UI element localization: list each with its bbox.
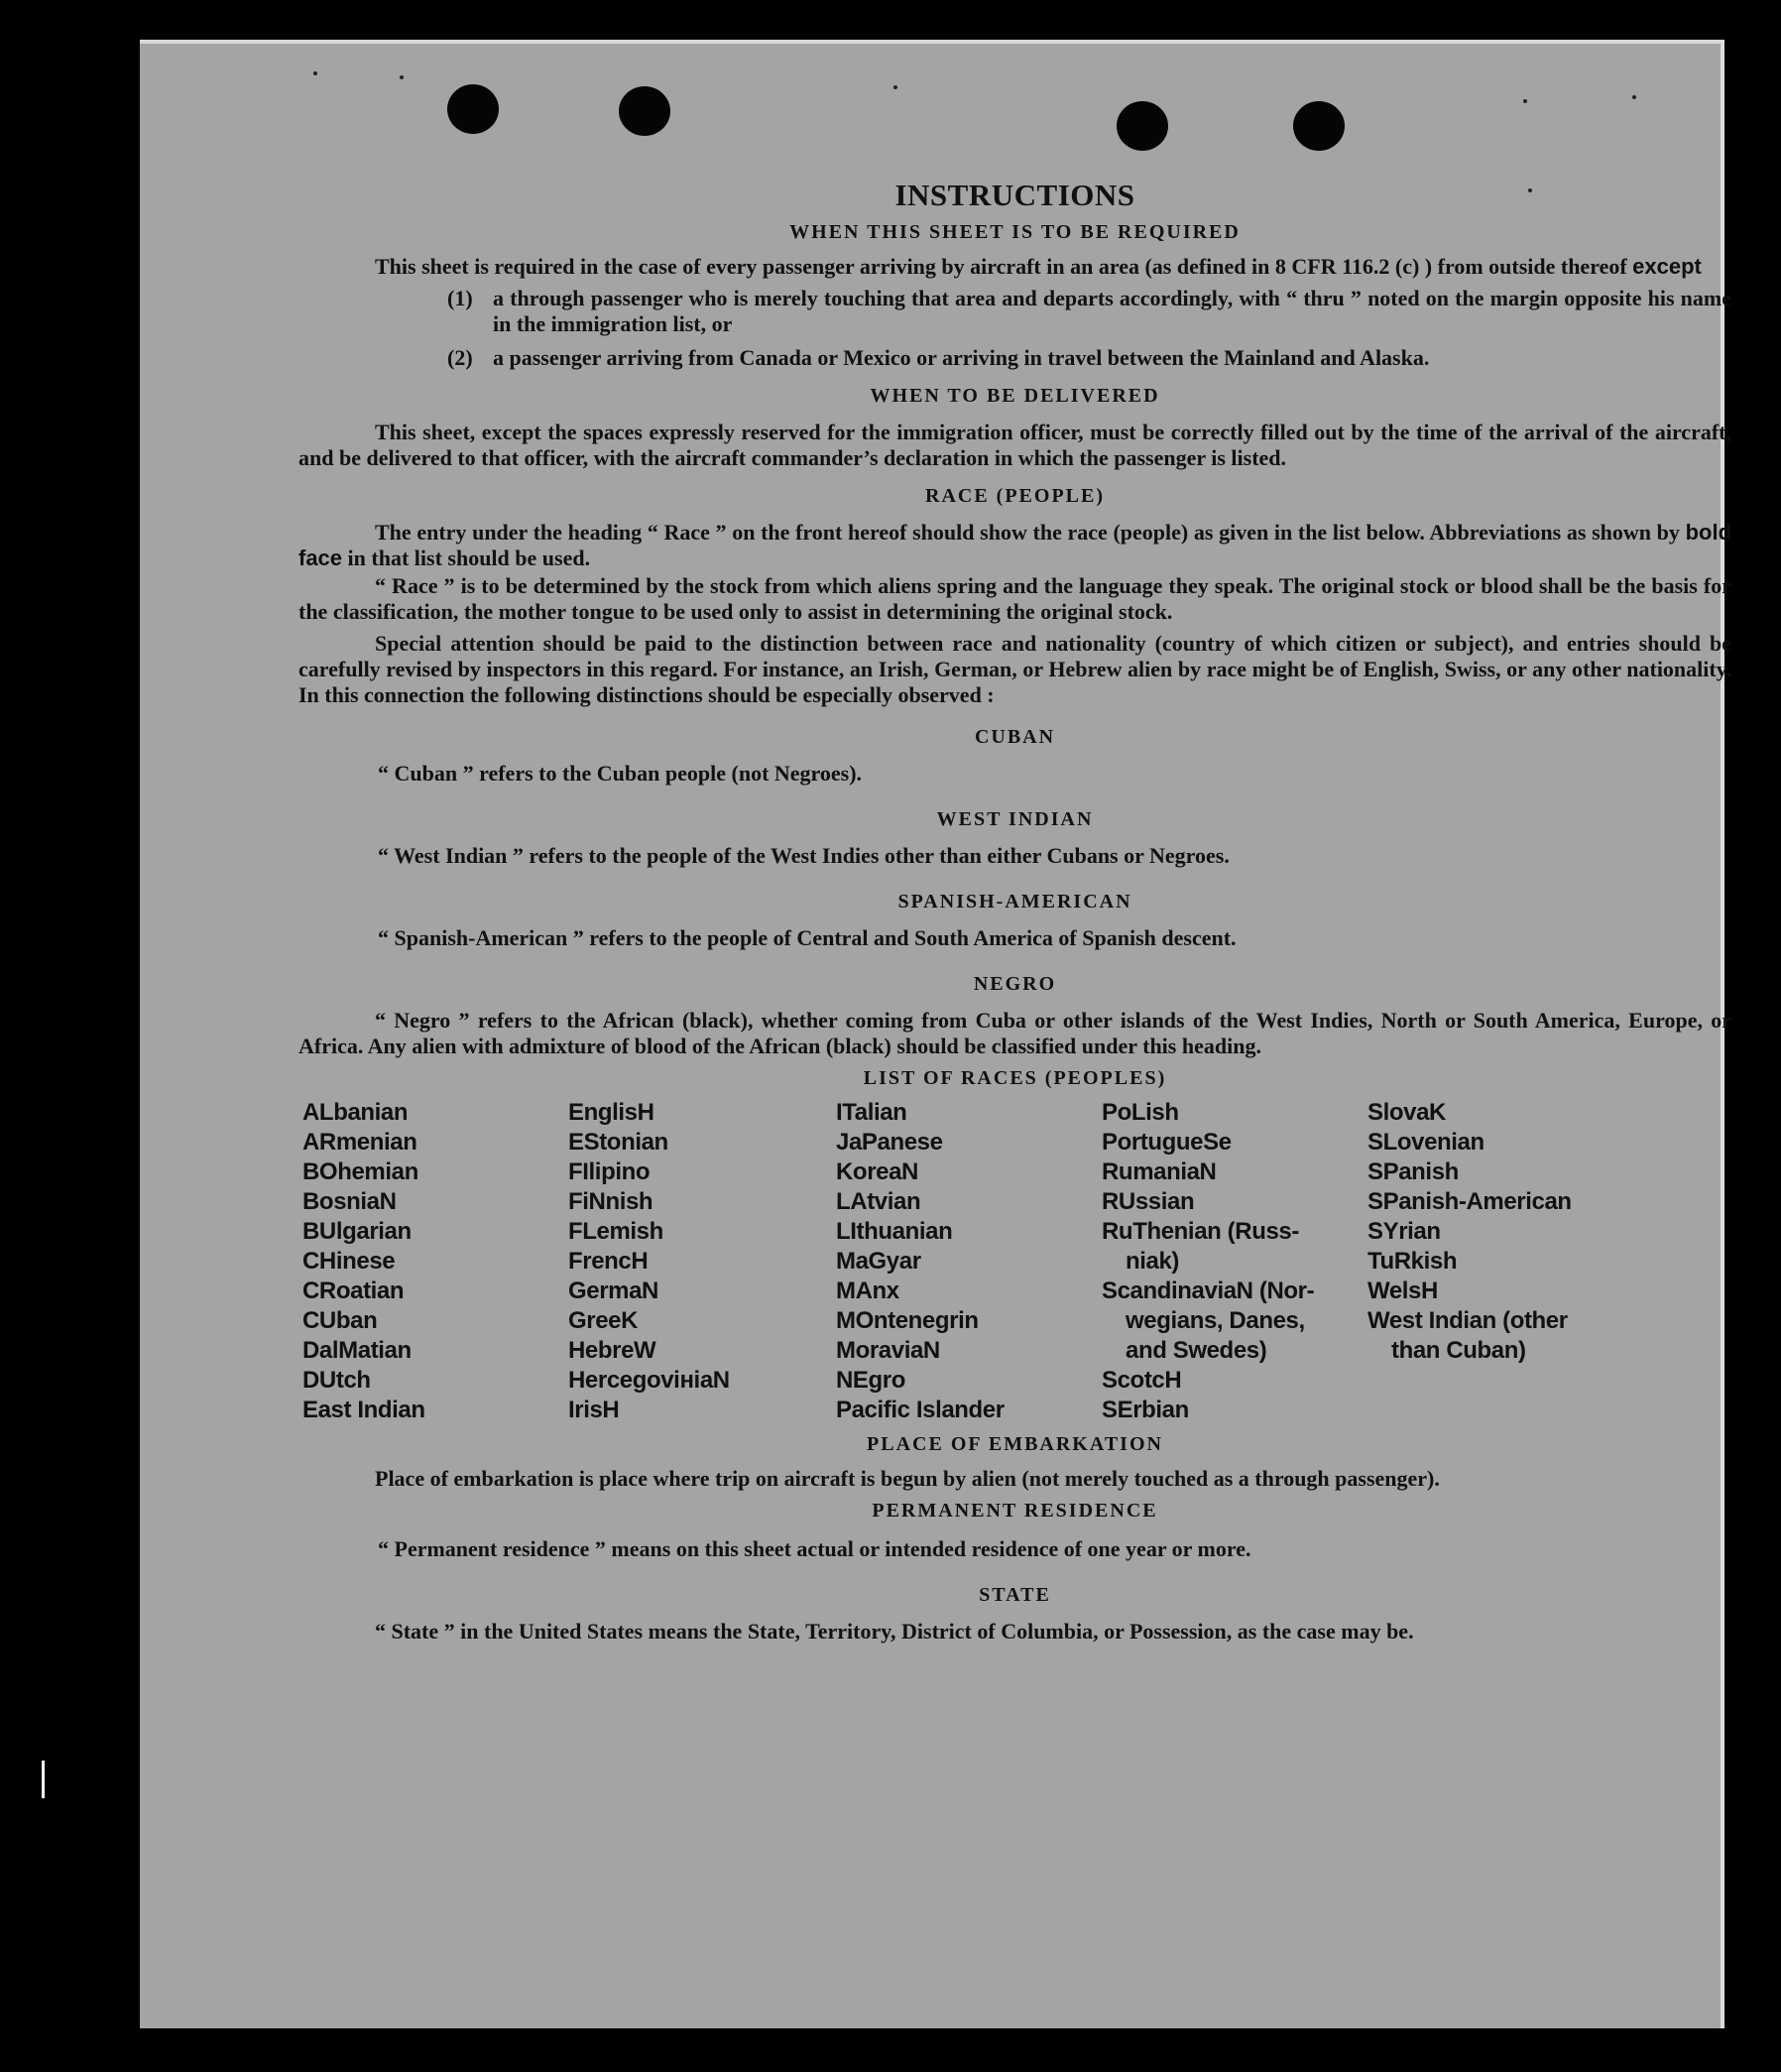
heading-negro: NEGRO — [973, 973, 1057, 995]
negro-text: “ Negro ” refers to the African (black), whether coming from Cuba or other islands of the West Indies, North or South America, Europe, or Africa. Any alien with admixture of blood of the African (black) should be classified under this heading. — [298, 1008, 1731, 1058]
heading-residence: PERMANENT RESIDENCE — [872, 1500, 1158, 1522]
race-item: FiNnish — [568, 1188, 653, 1215]
exception-item: (2) a passenger arriving from Canada or Mexico or arriving in travel between the Mainland and Alaska. — [447, 345, 1430, 370]
race-item: SlovaK — [1367, 1099, 1446, 1126]
film-scratch — [42, 1761, 45, 1798]
race-item: EStonian — [568, 1129, 668, 1156]
races-column-2 — [568, 1098, 836, 1425]
race-item: GreeK — [568, 1307, 639, 1334]
punch-hole — [447, 84, 499, 134]
race-item: SErbian — [1102, 1397, 1189, 1423]
residence-text: “ Permanent residence ” means on this sheet actual or intended residence of one year or more. — [378, 1536, 1251, 1561]
race-item: CRoatian — [302, 1278, 405, 1304]
races-table — [302, 1098, 1731, 1425]
race-item: SPanish — [1367, 1158, 1459, 1185]
race-paragraph-3: Special attention should be paid to the distinction between race and nationality (country of which citizen or subject), and entries should be carefully revised by inspectors in this regard. For instance, an Irish, German, or Hebrew alien by race might be of English, Swiss, or any other nationality. In this connection the following distinctions should be especially observed : — [298, 631, 1731, 707]
page-title: INSTRUCTIONS — [894, 178, 1135, 212]
race-item: ALbanian — [302, 1099, 409, 1126]
race-item: CUban — [302, 1307, 378, 1334]
heading-list-of-races: LIST OF RACES (PEOPLES) — [863, 1067, 1167, 1089]
race-item: IrisH — [568, 1397, 620, 1423]
race-item: RuThenian (Russ- — [1102, 1218, 1299, 1245]
speck — [1523, 99, 1527, 103]
races-column-5 — [1367, 1098, 1633, 1425]
race-item-continuation: and Swedes) — [1126, 1337, 1267, 1364]
race-item: MAnx — [836, 1278, 899, 1304]
race-item: PoLish — [1102, 1099, 1179, 1126]
punch-hole — [1117, 101, 1168, 151]
race-item: EnglisH — [568, 1099, 654, 1126]
heading-embarkation: PLACE OF EMBARKATION — [867, 1433, 1163, 1455]
race-item: FIlipino — [568, 1158, 651, 1185]
race-item: TuRkish — [1367, 1248, 1458, 1275]
races-column-1 — [302, 1098, 568, 1425]
race-item: ScotcH — [1102, 1367, 1182, 1394]
race-item: BOhemian — [302, 1158, 418, 1185]
race-item: SLovenian — [1367, 1129, 1484, 1156]
race-item: East Indian — [302, 1397, 425, 1423]
race-item: MaGyar — [836, 1248, 921, 1275]
race-item: ScandinaviaN (Nor- — [1102, 1278, 1315, 1304]
race-item: GermaN — [568, 1278, 658, 1304]
race-item: RUssian — [1102, 1188, 1195, 1215]
state-text: “ State ” in the United States means the State, Territory, District of Columbia, or Possession, as the case may be. — [375, 1619, 1414, 1644]
race-item: PortugueSe — [1102, 1129, 1232, 1156]
race-item: LIthuanian — [836, 1218, 953, 1245]
race-item-continuation: niak) — [1126, 1248, 1180, 1275]
exception-item: (1) a through passenger who is merely touching that area and departs accordingly, with “ thru ” noted on the margin opposite his name in the immigration list, or — [447, 286, 1731, 336]
delivered-text: This sheet, except the spaces expressly reserved for the immigration officer, must be correctly filled out by the time of the arrival of the aircraft, and be delivered to that officer, with the aircraft commander’s declaration in which the passenger is listed. — [298, 420, 1731, 470]
race-item: FLemish — [568, 1218, 663, 1245]
race-item: RumaniaN — [1102, 1158, 1217, 1185]
heading-state: STATE — [979, 1584, 1051, 1606]
document-page — [140, 40, 1732, 2028]
race-item: Pacific Islander — [836, 1397, 1005, 1423]
required-intro: This sheet is required in the case of every passenger arriving by aircraft in an area (as defined in 8 CFR 116.2 (c) ) from outside thereof except — [375, 254, 1702, 279]
race-item: WelsH — [1367, 1278, 1438, 1304]
punch-hole — [619, 86, 670, 136]
race-item: DUtch — [302, 1367, 371, 1394]
race-item: SYrian — [1367, 1218, 1441, 1245]
race-item: BosniaN — [302, 1188, 397, 1215]
speck — [1632, 95, 1636, 99]
speck — [400, 75, 404, 79]
race-item: CHinese — [302, 1248, 396, 1275]
race-item-continuation: wegians, Danes, — [1126, 1307, 1305, 1334]
race-paragraph-1: The entry under the heading “ Race ” on the front hereof should show the race (people) as given in the list below. Abbreviations as shown by bold face in that list should be used. — [298, 520, 1732, 570]
race-item: West Indian (other — [1367, 1307, 1568, 1334]
spanish-american-text: “ Spanish-American ” refers to the people of Central and South America of Spanish descent. — [378, 925, 1237, 950]
speck — [893, 85, 897, 89]
race-item: MoraviaN — [836, 1337, 940, 1364]
punch-hole — [1293, 101, 1345, 151]
race-item: FrencH — [568, 1248, 649, 1275]
race-item: JaPanese — [836, 1129, 943, 1156]
west-indian-text: “ West Indian ” refers to the people of the West Indies other than either Cubans or Negroes. — [378, 843, 1230, 868]
races-column-4 — [1102, 1098, 1367, 1425]
heading-race: RACE (PEOPLE) — [925, 485, 1105, 507]
heading-west-indian: WEST INDIAN — [936, 808, 1094, 830]
race-item: MOntenegrin — [836, 1307, 979, 1334]
embarkation-text: Place of embarkation is place where trip on aircraft is begun by alien (not merely touched as a through passenger). — [375, 1466, 1440, 1491]
speck — [313, 71, 317, 75]
heading-delivered: WHEN TO BE DELIVERED — [870, 385, 1160, 407]
cuban-text: “ Cuban ” refers to the Cuban people (not Negroes). — [378, 761, 863, 786]
race-item: ITalian — [836, 1099, 907, 1126]
race-item: BUlgarian — [302, 1218, 412, 1245]
instructions-content — [298, 178, 1731, 1645]
race-item-continuation: than Cuban) — [1391, 1337, 1526, 1364]
bold-face-text: bold face — [298, 520, 1732, 570]
race-item: LAtvian — [836, 1188, 921, 1215]
race-paragraph-2: “ Race ” is to be determined by the stock from which aliens spring and the language they speak. The original stock or blood shall be the basis for the classification, the mother tongue to be used only to assist in determining the original stock. — [298, 573, 1731, 624]
race-item: DalMatian — [302, 1337, 412, 1364]
heading-required: WHEN THIS SHEET IS TO BE REQUIRED — [789, 221, 1241, 243]
except-word: except — [1632, 254, 1702, 279]
race-item: SPanish-American — [1367, 1188, 1572, 1215]
heading-cuban: CUBAN — [974, 726, 1056, 748]
race-item: KoreaN — [836, 1158, 918, 1185]
race-item: NEgro — [836, 1367, 906, 1394]
race-item: HebreW — [568, 1337, 656, 1364]
race-item: ARmenian — [302, 1129, 417, 1156]
races-column-3 — [836, 1098, 1102, 1425]
race-item: HercegovініaN — [568, 1367, 730, 1394]
heading-spanish-american: SPANISH-AMERICAN — [897, 891, 1132, 913]
